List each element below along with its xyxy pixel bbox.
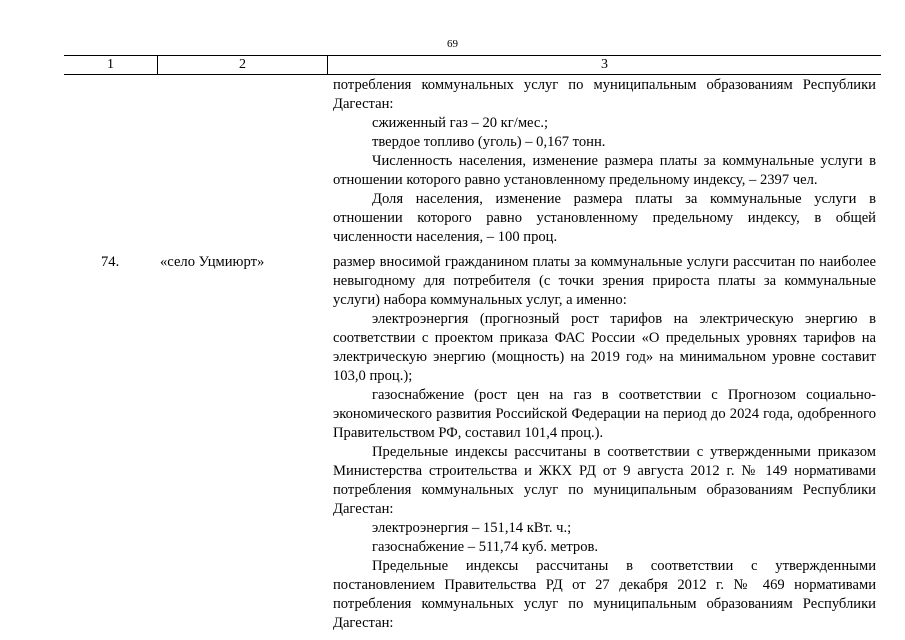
table-header-col3: 3 bbox=[601, 57, 608, 72]
paragraph: потребления коммунальных услуг по муниципальным образованиям Республики Дагестан: bbox=[333, 77, 876, 112]
paragraph: газоснабжение – 511,74 куб. метров. bbox=[372, 539, 599, 555]
table-header-bottom-border bbox=[64, 74, 881, 75]
paragraph: Предельные индексы рассчитаны в соответствии с утвержденными приказом Министерства строительства и ЖКХ РД от 9 августа 2012 г. № 149 нормативами потребления коммунальных услуг по муниципальным образованиям Республики Дагестан: bbox=[333, 444, 876, 517]
page-number: 69 bbox=[447, 38, 458, 50]
paragraph: твердое топливо (уголь) – 0,167 тонн. bbox=[372, 134, 606, 150]
paragraph: Доля населения, изменение размера платы за коммунальные услуги в отношении которого равно установленному предельному индексу, в общей численности населения, – 100 проц. bbox=[333, 191, 876, 245]
table-header-col2: 2 bbox=[239, 57, 246, 72]
continuation-text bbox=[333, 76, 876, 247]
paragraph: размер вносимой гражданином платы за коммунальные услуги рассчитан по наиболее невыгодному для потребителя (с точки зрения прироста платы за коммунальные услуги) набора коммунальных услуг, а именно: bbox=[333, 254, 876, 308]
paragraph: Численность населения, изменение размера платы за коммунальные услуги в отношении которого равно установленному предельному индексу, – 2397 чел. bbox=[333, 153, 876, 188]
paragraph: Предельные индексы рассчитаны в соответствии с утвержденными постановлением Правительства РД от 27 декабря 2012 г. № 469 нормативами потребления коммунальных услуг по муниципальным образованиям Республики Дагестан: bbox=[333, 558, 876, 631]
row-number: 74. bbox=[101, 254, 120, 270]
row-locality-name: «село Уцмиюрт» bbox=[160, 254, 265, 270]
row-description bbox=[333, 253, 876, 633]
paragraph: сжиженный газ – 20 кг/мес.; bbox=[372, 115, 549, 131]
table-header-col1: 1 bbox=[107, 57, 114, 72]
paragraph: электроэнергия – 151,14 кВт. ч.; bbox=[372, 520, 572, 536]
paragraph: электроэнергия (прогнозный рост тарифов на электрическую энергию в соответствии с проектом приказа ФАС России «О предельных уровнях тарифов на электрическую энергию (мощность) на 2019 год» на минимальном уровне составит 103,0 проц.); bbox=[333, 311, 876, 384]
paragraph: газоснабжение (рост цен на газ в соответствии с Прогнозом социально-экономического развития Российской Федерации на период до 2024 года, одобренного Правительством РФ, составил 101,4 проц.). bbox=[333, 387, 876, 441]
